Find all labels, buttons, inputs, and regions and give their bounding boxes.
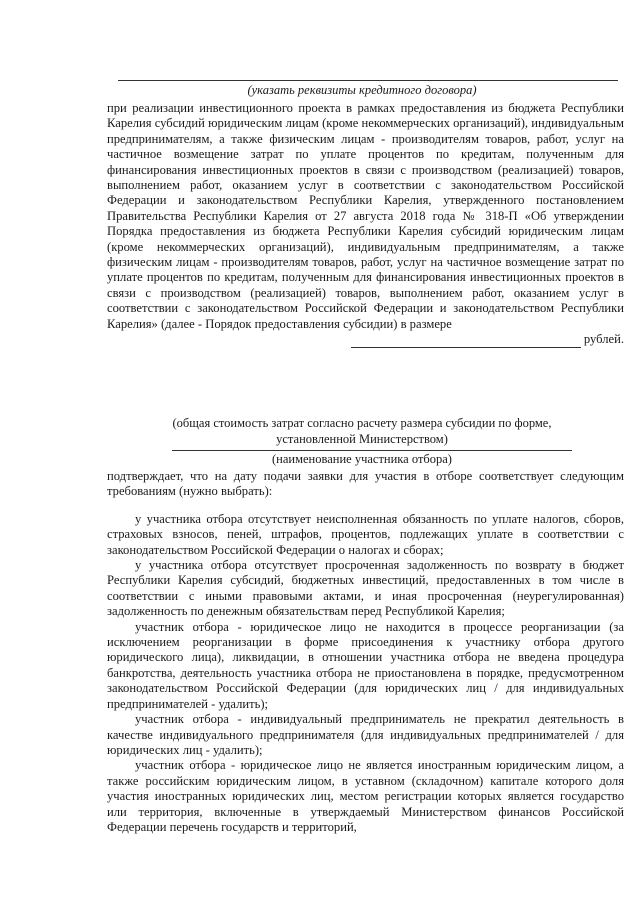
- intro-paragraph: [107, 101, 624, 348]
- confirm-paragraph: подтверждает, что на дату подачи заявки для участия в отборе соответствует следующим требованиям (нужно выбрать):: [107, 469, 624, 499]
- requirement-item: участник отбора - юридическое лицо не является иностранным юридическим лицом, а также российским юридическим лицом, в уставном (складочном) капитале которого доля участия иностранных юридических лиц, местом регистрации которых является государство или территория, включенные в утверждаемый Министерством финансов Российской Федерации перечень государств и территорий,: [107, 758, 624, 834]
- cost-caption-line1: (общая стоимость затрат согласно расчету размера субсидии по форме,: [172, 416, 552, 430]
- amount-suffix: рублей.: [583, 332, 624, 347]
- amount-field[interactable]: [351, 335, 581, 348]
- requirement-item: участник отбора - индивидуальный предприниматель не прекратил деятельность в качестве индивидуального предпринимателя (для индивидуальных предпринимателей / для юридических лиц - удалить);: [107, 712, 624, 757]
- intro-text: при реализации инвестиционного проекта в рамках предоставления из бюджета Республики Карелия субсидий юридическим лицам (кроме некоммерческих организаций), индивидуальным предпринимателям, а также физическим лицам - производителям товаров, работ, услуг на частичное возмещение затрат по уплате процентов по кредитам, полученным для финансирования инвестиционных проектов в связи с производством (реализацией) товаров, выполнением работ, оказанием услуг в соответствии с законодательством Российской Федерации и законодательством Республики Карелия, утвержденного постановлением Правительства Республики Карелия от 27 августа 2018 года № 318-П «Об утверждении Порядка предоставления из бюджета Республики Карелия субсидий юридическим лицам (кроме некоммерческих организаций), индивидуальным предпринимателям, а также физическим лицам - производителям товаров, работ, услуг на частичное возмещение затрат по уплате процентов по кредитам, полученным для финансирования инвестиционных проектов в связи с производством (реализацией) товаров, выполнением работ, оказанием услуг в соответствии с законодательством Российской Федерации и законодательством Республики Карелия» (далее - Порядок предоставления субсидии) в размере: [107, 101, 624, 331]
- credit-agreement-line[interactable]: [118, 80, 618, 81]
- participant-name-line[interactable]: [172, 450, 572, 451]
- participant-caption: (наименование участника отбора): [272, 452, 452, 466]
- requirement-item: у участника отбора отсутствует неисполненная обязанность по уплате налогов, сборов, страховых взносов, пеней, штрафов, процентов, подлежащих уплате в соответствии с законодательством Российской Федерации о налогах и сборах;: [107, 511, 624, 557]
- requirement-item: у участника отбора отсутствует просроченная задолженность по возврату в бюджет Республики Карелия субсидий, бюджетных инвестиций, предоставленных в том числе в соответствии с иными правовыми актами, и иная просроченная (неурегулированная) задолженность по денежным обязательствам перед Республикой Карелия;: [107, 558, 624, 619]
- requirement-item: участник отбора - юридическое лицо не находится в процессе реорганизации (за исключением реорганизации в форме присоединения к участнику отбора другого юридического лица), ликвидации, в отношении участника отбора не введена процедура банкротства, деятельность участника отбора не приостановлена в порядке, предусмотренном законодательством Российской Федерации (для юридических лиц / для индивидуальных предпринимателей - удалить);: [107, 619, 624, 711]
- requirements-section: [107, 469, 624, 835]
- cost-caption-line2: установленной Министерством): [276, 432, 448, 446]
- credit-agreement-caption: (указать реквизиты кредитного договора): [247, 83, 477, 97]
